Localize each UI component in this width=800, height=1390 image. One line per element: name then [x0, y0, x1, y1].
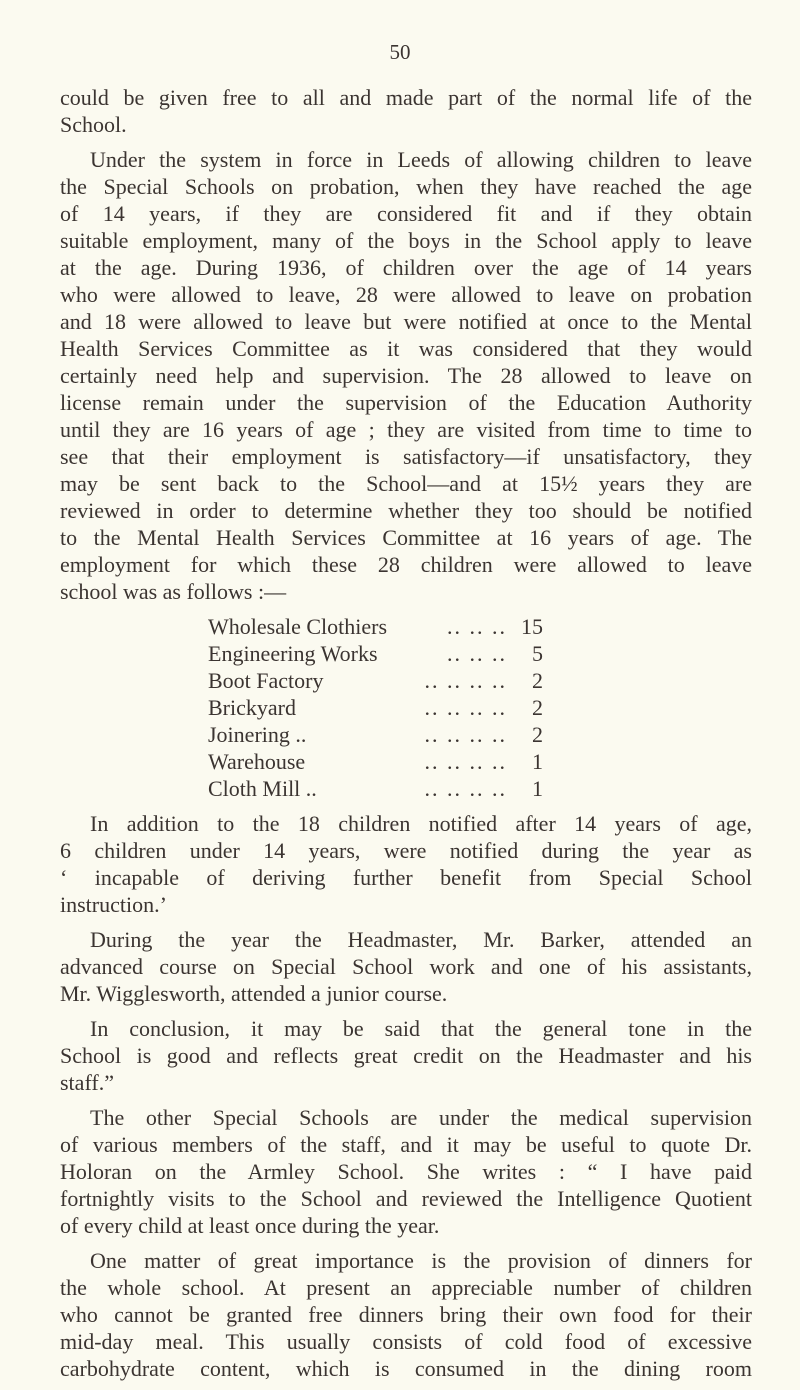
employment-count: 15: [521, 614, 543, 639]
text-line: the whole school. At present an appreciable number of children: [60, 1275, 752, 1300]
text-line: Mr. Wigglesworth, attended a junior course.: [60, 981, 448, 1006]
text-line: of every child at least once during the year.: [60, 1213, 440, 1238]
text-line: at the age. During 1936, of children over the age of 14 years: [60, 255, 752, 280]
text-line: of 14 years, if they are considered fit and if they obtain: [60, 201, 752, 226]
text-line: instruction.’: [60, 892, 167, 917]
text-line: Holoran on the Armley School. She writes : “ I have paid: [60, 1159, 752, 1184]
employment-label: Warehouse: [208, 749, 306, 774]
text-line: school was as follows :—: [60, 579, 287, 604]
page-number: 50: [389, 40, 411, 64]
employment-table: [208, 613, 543, 802]
employment-label: Boot Factory: [208, 668, 324, 693]
text-line: to the Mental Health Services Committee at 16 years of age. The: [60, 525, 752, 550]
text-line: Under the system in force in Leeds of allowing children to leave: [90, 147, 752, 172]
table-row: [208, 748, 543, 775]
table-row: [208, 775, 543, 802]
paragraphs-before-table: [60, 84, 752, 605]
text-line: In addition to the 18 children notified after 14 years of age,: [90, 811, 752, 836]
paragraph: [60, 1104, 752, 1239]
text-line: School is good and reflects great credit on the Headmaster and his: [60, 1043, 752, 1068]
text-line: During the year the Headmaster, Mr. Barker, attended an: [90, 927, 752, 952]
employment-count: 2: [532, 695, 543, 720]
text-line: may be sent back to the School—and at 15½ years they are: [60, 471, 752, 496]
text-line: advanced course on Special School work and one of his assistants,: [60, 954, 752, 979]
paragraph: [60, 926, 752, 1007]
text-line: The other Special Schools are under the medical supervision: [90, 1105, 752, 1130]
table-row: [208, 640, 543, 667]
text-line: mid-day meal. This usually consists of cold food of excessive: [60, 1329, 752, 1354]
employment-count: 2: [532, 722, 543, 747]
leader-dots: .. .. .. ..: [424, 722, 507, 747]
text-line: who cannot be granted free dinners bring their own food for their: [60, 1302, 752, 1327]
paragraph: [60, 84, 752, 138]
employment-label: Wholesale Clothiers: [208, 614, 388, 639]
employment-label: Joinering ..: [208, 722, 307, 747]
text-line: license remain under the supervision of the Education Authority: [60, 390, 752, 415]
text-line: and 18 were allowed to leave but were notified at once to the Mental: [60, 309, 752, 334]
text-line: could be given free to all and made part of the normal life of the: [60, 85, 752, 110]
text-line: Health Services Committee as it was considered that they would: [60, 336, 752, 361]
leader-dots: .. .. .. ..: [424, 749, 507, 774]
employment-count: 1: [532, 776, 543, 801]
leader-dots: .. .. .. ..: [424, 776, 507, 801]
employment-count: 2: [532, 668, 543, 693]
leader-dots: .. .. ..: [447, 614, 507, 639]
text-line: suitable employment, many of the boys in the School apply to leave: [60, 228, 752, 253]
employment-label: Brickyard: [208, 695, 296, 720]
text-line: One matter of great importance is the provision of dinners for: [90, 1248, 752, 1273]
text-line: 6 children under 14 years, were notified during the year as: [60, 838, 752, 863]
text-line: of various members of the staff, and it may be useful to quote Dr.: [60, 1132, 752, 1157]
leader-dots: .. .. .. ..: [424, 695, 507, 720]
text-line: the Special Schools on probation, when they have reached the age: [60, 174, 752, 199]
text-line: reviewed in order to determine whether they too should be notified: [60, 498, 752, 523]
text-line: until they are 16 years of age ; they are visited from time to time to: [60, 417, 752, 442]
leader-dots: .. .. .. ..: [424, 668, 507, 693]
text-line: ‘ incapable of deriving further benefit from Special School: [60, 865, 752, 890]
paragraph: [60, 1015, 752, 1096]
table-row: [208, 694, 543, 721]
paragraph: [60, 810, 752, 918]
employment-label: Cloth Mill ..: [208, 776, 317, 801]
employment-count: 5: [532, 641, 543, 666]
leader-dots: .. .. ..: [447, 641, 507, 666]
employment-count: 1: [532, 749, 543, 774]
text-line: In conclusion, it may be said that the general tone in the: [90, 1016, 752, 1041]
body-text: [60, 84, 752, 1390]
text-line: carbohydrate content, which is consumed in the dining room: [60, 1356, 752, 1381]
paragraphs-after-table: [60, 810, 752, 1382]
text-line: see that their employment is satisfactory—if unsatisfactory, they: [60, 444, 752, 469]
employment-label: Engineering Works: [208, 641, 378, 666]
table-row: [208, 721, 543, 748]
paragraph: [60, 1247, 752, 1382]
text-line: certainly need help and supervision. The 28 allowed to leave on: [60, 363, 752, 388]
table-row: [208, 667, 543, 694]
text-line: employment for which these 28 children were allowed to leave: [60, 552, 752, 577]
text-line: School.: [60, 112, 127, 137]
text-line: fortnightly visits to the School and reviewed the Intelligence Quotient: [60, 1186, 752, 1211]
text-line: staff.”: [60, 1070, 114, 1095]
text-line: who were allowed to leave, 28 were allowed to leave on probation: [60, 282, 752, 307]
paragraph: [60, 146, 752, 605]
table-row: [208, 613, 543, 640]
